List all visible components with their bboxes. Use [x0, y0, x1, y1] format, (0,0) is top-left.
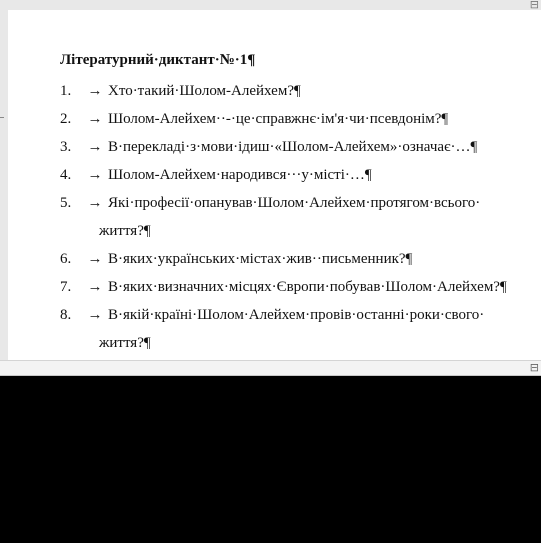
tab-arrow-icon: →: [87, 111, 103, 127]
black-region: [0, 376, 541, 543]
list-item-continuation: життя?¶: [99, 223, 151, 239]
tab-arrow-icon: →: [87, 83, 103, 99]
tab-arrow-icon: →: [87, 139, 103, 155]
list-item-text: В·яких·визначних·місцях·Європи·побував·Шолом·Алейхем?¶: [108, 279, 507, 295]
horizontal-scrollbar[interactable]: [0, 360, 541, 376]
list-item: 1. → Хто·такий·Шолом-Алейхем?¶: [60, 83, 301, 99]
list-item: 7. → В·яких·визначних·місцях·Європи·побував·Шолом·Алейхем?¶: [60, 279, 507, 295]
list-item: 3. → В·перекладі·з·мови·ідиш·«Шолом-Алейхем»·означає·…¶: [60, 139, 478, 155]
list-item-text: В·якій·країні·Шолом·Алейхем·провів·останні·роки·свого·: [108, 307, 485, 323]
list-item-text: Які·професії·опанував·Шолом·Алейхем·протягом·всього·: [108, 195, 481, 211]
document-title: Літературний·диктант·№·1¶: [60, 52, 256, 68]
tab-arrow-icon: →: [87, 307, 103, 323]
list-item: 8. → В·якій·країні·Шолом·Алейхем·провів·останні·роки·свого·: [60, 307, 485, 323]
list-item-text: Шолом-Алейхем·народився···у·місті·…¶: [108, 167, 372, 183]
split-view-icon[interactable]: ⊟: [529, 0, 539, 11]
list-item-text: В·перекладі·з·мови·ідиш·«Шолом-Алейхем»·означає·…¶: [108, 139, 478, 155]
list-item-continuation: життя?¶: [99, 335, 151, 351]
ruler-mark: [0, 117, 4, 118]
list-item-text: Шолом-Алейхем··-·це·справжнє·ім'я·чи·псевдонім?¶: [108, 111, 449, 127]
list-item: 5. → Які·професії·опанував·Шолом·Алейхем·протягом·всього·: [60, 195, 481, 211]
list-item-text: В·яких·українських·містах·жив··письменник?¶: [108, 251, 413, 267]
list-item: 6. → В·яких·українських·містах·жив··письменник?¶: [60, 251, 413, 267]
tab-arrow-icon: →: [87, 195, 103, 211]
list-item: 2. → Шолом-Алейхем··-·це·справжнє·ім'я·чи·псевдонім?¶: [60, 111, 449, 127]
list-item: 4. → Шолом-Алейхем·народився···у·місті·…¶: [60, 167, 372, 183]
list-item-text: Хто·такий·Шолом-Алейхем?¶: [108, 83, 301, 99]
split-view-icon[interactable]: ⊟: [529, 361, 539, 374]
document-page[interactable]: [8, 10, 541, 360]
tab-arrow-icon: →: [87, 167, 103, 183]
tab-arrow-icon: →: [87, 251, 103, 267]
tab-arrow-icon: →: [87, 279, 103, 295]
